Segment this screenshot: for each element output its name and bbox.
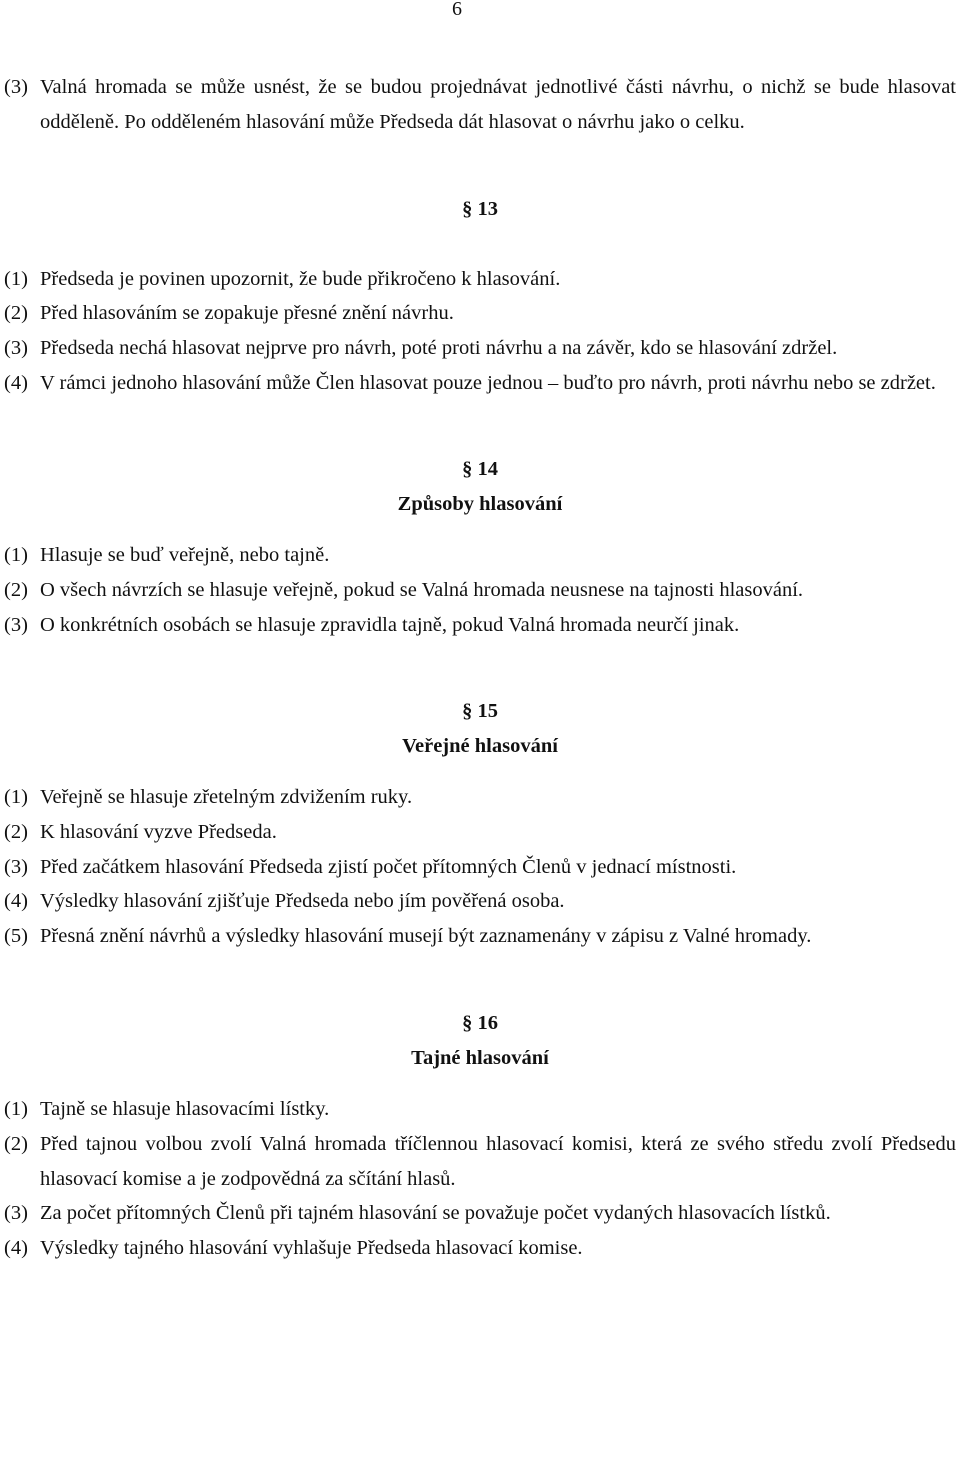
section-number: § 14 [462,458,498,481]
paragraph [4,366,956,401]
section-heading-14 [4,452,956,487]
section-number: § 16 [462,1012,498,1035]
paragraph-number: (3) [4,855,28,878]
paragraph [4,919,956,954]
paragraph-text: Před tajnou volbou zvolí Valná hromada tříčlennou hlasovací komisi, která ze svého středu zvolí Předsedu hlasovací komise a je zodpovědná za sčítání hlasů. [40,1133,956,1190]
paragraph-text: Valná hromada se může usnést, že se budou projednávat jednotlivé části návrhu, o nichž se bude hlasovat odděleně. Po odděleném hlasování může Předseda dát hlasovat o návrhu jako o celku. [40,76,956,133]
section-title: Veřejné hlasování [402,734,558,757]
paragraph [4,850,956,885]
paragraph-number: (3) [4,613,28,636]
paragraph [4,573,956,608]
paragraph-number: (1) [4,1098,28,1121]
paragraph-text: Hlasuje se buď veřejně, nebo tajně. [40,544,330,567]
paragraph [4,1196,956,1231]
paragraph-text: Předseda je povinen upozornit, že bude přikročeno k hlasování. [40,267,561,290]
paragraph [4,608,956,643]
paragraph [4,780,956,815]
paragraph-number: (3) [4,76,28,98]
paragraph-number: (3) [4,1202,28,1225]
paragraph [4,1092,956,1127]
paragraph-number: (2) [4,302,28,325]
section-heading-16 [4,1006,956,1041]
paragraph [4,331,956,366]
paragraph-number: (5) [4,924,28,947]
paragraph-text: K hlasování vyzve Předseda. [40,820,277,843]
paragraph [4,815,956,850]
paragraph-text: Přesná znění návrhů a výsledky hlasování musejí být zaznamenány v zápisu z Valné hromady. [40,924,812,947]
paragraph [4,1127,956,1196]
paragraph-text: Před začátkem hlasování Předseda zjistí počet přítomných Členů v jednací místnosti. [40,855,737,878]
paragraph-number: (1) [4,544,28,567]
paragraph-text: V rámci jednoho hlasování může Člen hlasovat pouze jednou – buďto pro návrh, proti návrhu nebo se zdržet. [40,371,936,394]
paragraph-number: (1) [4,267,28,290]
paragraph-number: (2) [4,1133,28,1156]
section-heading-13 [4,192,956,227]
paragraph-text: Za počet přítomných Členů při tajném hlasování se považuje počet vydaných hlasovacích lístků. [40,1202,831,1225]
page-number: 6 [452,0,462,20]
paragraph-number: (2) [4,578,28,601]
paragraph-text: O všech návrzích se hlasuje veřejně, pokud se Valná hromada neusnese na tajnosti hlasování. [40,578,804,601]
paragraph-number: (4) [4,371,28,394]
paragraph [4,538,956,573]
paragraph [4,70,956,139]
paragraph [4,296,956,331]
section-heading-15 [4,694,956,729]
paragraph-text: Výsledky tajného hlasování vyhlašuje Předseda hlasovací komise. [40,1236,583,1259]
paragraph-text: Tajně se hlasuje hlasovacími lístky. [40,1098,330,1121]
paragraph [4,1231,956,1266]
section-title: Způsoby hlasování [397,492,563,515]
paragraph [4,884,956,919]
paragraph-number: (2) [4,820,28,843]
paragraph-text: Před hlasováním se zopakuje přesné znění návrhu. [40,302,454,325]
document-body [4,70,956,1265]
paragraph-text: Veřejně se hlasuje zřetelným zdvižením ruky. [40,786,413,809]
section-number: § 13 [462,198,498,221]
paragraph [4,262,956,297]
section-number: § 15 [462,700,498,723]
paragraph-number: (4) [4,1236,28,1259]
paragraph-number: (4) [4,890,28,913]
section-title: Tajné hlasování [411,1046,549,1069]
paragraph-number: (3) [4,336,28,359]
paragraph-number: (1) [4,786,28,809]
paragraph-text: Výsledky hlasování zjišťuje Předseda nebo jím pověřená osoba. [40,890,565,913]
paragraph-text: O konkrétních osobách se hlasuje zpravidla tajně, pokud Valná hromada neurčí jinak. [40,613,740,636]
paragraph-text: Předseda nechá hlasovat nejprve pro návrh, poté proti návrhu a na závěr, kdo se hlasování zdržel. [40,336,838,359]
